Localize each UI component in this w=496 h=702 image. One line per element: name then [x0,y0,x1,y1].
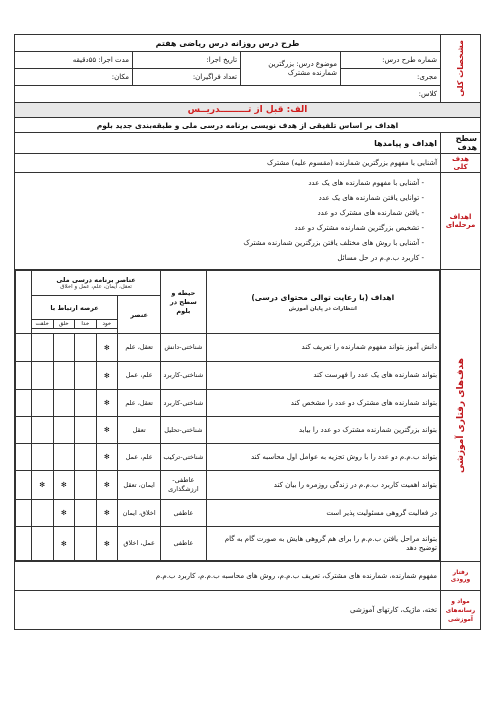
exec-duration: مدت اجرا: ۵۵دقیقه [15,52,133,69]
level-header: سطح هدف [441,133,481,154]
relation-mark [53,417,75,444]
national-col-title: عناصر برنامه درسی ملی [56,276,136,284]
relation-mark: ✻ [53,471,75,500]
stage-goals-list [19,176,436,266]
behavioral-goals-col-sub: انتظارات در پایان آموزش [288,305,357,312]
goals-header: اهداف و پیامدها [15,133,441,154]
stage-goal-item: - توانایی یافتن شمارنده های یک عدد [19,191,424,206]
stage-goals-label: اهداف مرحله‌ای [441,173,481,270]
relation-mark: ✻ [53,527,75,561]
curriculum-element: تعقل، علم [118,334,161,362]
relation-col-header: خود [96,320,118,329]
prereq-label: رفتار ورودی [441,562,481,591]
relation-mark: ✻ [96,500,118,527]
relation-mark [31,500,53,527]
relation-col-title: عرصه ارتباط با [31,296,117,320]
behavioral-goal-row [16,390,440,417]
bloom-level: شناختی-تحلیل [161,417,206,444]
stage-goal-item: - تشخیص بزرگترین شمارنده مشترک دو عدد [19,221,424,236]
section-a-heading: الف: قبل از تـــــــــدریــس [15,103,481,118]
relation-mark: ✻ [31,471,53,500]
bloom-level: شناختی-کاربرد [161,362,206,390]
bloom-level: عاطفی [161,500,206,527]
relation-col-header: خلق [53,320,75,329]
lesson-plan-table [14,34,481,630]
curriculum-element: اخلاق، ایمان [118,500,161,527]
exec-date: تاریخ اجرا: [133,52,241,69]
element-col-title: عنصر [118,296,161,334]
behavioral-goal-row [16,500,440,527]
relation-mark [31,444,53,471]
bloom-col-title: حیطه و سطح در بلوم [161,271,206,334]
relation-mark [75,527,97,561]
materials-label: مواد و رسانه‌های آموزشی [441,591,481,630]
learner-count: تعداد فراگیران: [133,69,241,86]
class-name: کلاس: [15,86,441,103]
bloom-level: شناختی-کاربرد [161,390,206,417]
bloom-level: شناختی-دانش [161,334,206,362]
relation-mark [75,444,97,471]
curriculum-element: تعقل [118,417,161,444]
behavioral-goal-row [16,362,440,390]
relation-mark [31,390,53,417]
teacher-name: مجری: [341,69,441,86]
bloom-level: شناختی-ترکیب [161,444,206,471]
relation-mark [53,362,75,390]
relation-mark: ✻ [96,527,118,561]
behavioral-goal-row [16,527,440,561]
relation-mark: ✻ [96,471,118,500]
relation-mark: ✻ [53,500,75,527]
behavioral-goal-row [16,471,440,500]
curriculum-element: تعقل، علم [118,390,161,417]
behavioral-goal-text: بتواند شمارنده های یک عدد را فهرست کند [206,362,440,390]
place: مکان: [15,69,133,86]
general-goal-label: هدف کلی [441,154,481,173]
relation-mark [31,527,53,561]
general-goal-text: آشنایی با مفهوم بزرگترین شمارنده (مقسوم علیه) مشترک [15,154,441,173]
behavioral-goals-col-title: اهداف (با رعایت توالی محتوای درسی) [251,292,395,302]
stage-goal-item: - کاربرد ب.م.م در حل مسائل [19,251,424,266]
relation-mark: ✻ [96,444,118,471]
behavioral-goal-text: بتواند شمارنده های مشترک دو عدد را مشخص کند [206,390,440,417]
relation-mark [75,471,97,500]
stage-goal-item: - یافتن شمارنده های مشترک دو عدد [19,206,424,221]
behavioral-goal-text: بتواند ب.م.م دو عدد را با روش تجزیه به عوامل اول محاسبه کند [206,444,440,471]
stage-goal-item: - آشنایی با مفهوم شمارنده های یک عدد [19,176,424,191]
curriculum-element: ایمان، تعقل [118,471,161,500]
relation-mark: ✻ [96,334,118,362]
relation-mark [75,390,97,417]
relation-col-header: خلقت [31,320,53,329]
relation-mark [75,362,97,390]
bloom-heading: اهداف بر اساس تلفیقی از هدف نویسی برنامه درسی ملی و طبقه‌بندی جدید بلوم [15,118,481,133]
behavioral-goals-label: هدف‌های رفتاری آموزشی [441,270,481,562]
relation-mark [53,334,75,362]
curriculum-element: علم، عمل [118,444,161,471]
behavioral-goal-text: دانش آموز بتواند مفهوم شمارنده را تعریف کند [206,334,440,362]
behavioral-goals-table [15,270,440,561]
plan-number: شماره طرح درس: [341,52,441,69]
relation-mark [75,500,97,527]
relation-mark: ✻ [96,390,118,417]
relation-mark [31,334,53,362]
bloom-level: عاطفی-ارزشگذاری [161,471,206,500]
lesson-topic: موضوع درس: بزرگترین شمارنده مشترک [241,52,341,86]
behavioral-goal-text: بتواند بزرگترین شمارنده مشترک دو عدد را بیابد [206,417,440,444]
relation-mark [53,390,75,417]
bloom-level: عاطفی [161,527,206,561]
curriculum-element: عمل، اخلاق [118,527,161,561]
general-info-label: مشخصات کلی [441,35,481,103]
relation-mark: ✻ [96,417,118,444]
relation-mark [75,417,97,444]
behavioral-goal-text: در فعالیت گروهی مسئولیت پذیر است [206,500,440,527]
relation-mark [31,417,53,444]
page-title: طرح درس روزانه درس ریاضی هفتم [15,35,441,52]
prereq-text: مفهوم شمارنده، شمارنده های مشترک، تعریف ب.م.م، روش های محاسبه ب.م.م، کاربرد ب.م.م [15,562,441,591]
national-col-sub: تعقل، ایمان، علم، عمل و اخلاق [60,284,132,290]
behavioral-goal-row [16,417,440,444]
materials-text: تخته، ماژیک، کارتهای آموزشی [15,591,441,630]
relation-mark [53,444,75,471]
behavioral-goal-text: بتواند مراحل یافتن ب.م.م را برای هم گروهی هایش به صورت گام به گام توضیح دهد [206,527,440,561]
behavioral-goal-row [16,334,440,362]
stage-goal-item: - آشنایی با روش های مختلف یافتن بزرگترین شمارنده مشترک [19,236,424,251]
relation-mark [75,334,97,362]
relation-mark [31,362,53,390]
behavioral-goal-text: بتواند اهمیت کاربرد ب.م.م در زندگی روزمره را بیان کند [206,471,440,500]
relation-col-header: خدا [75,320,97,329]
relation-mark: ✻ [96,362,118,390]
curriculum-element: علم، عمل [118,362,161,390]
behavioral-goal-row [16,444,440,471]
